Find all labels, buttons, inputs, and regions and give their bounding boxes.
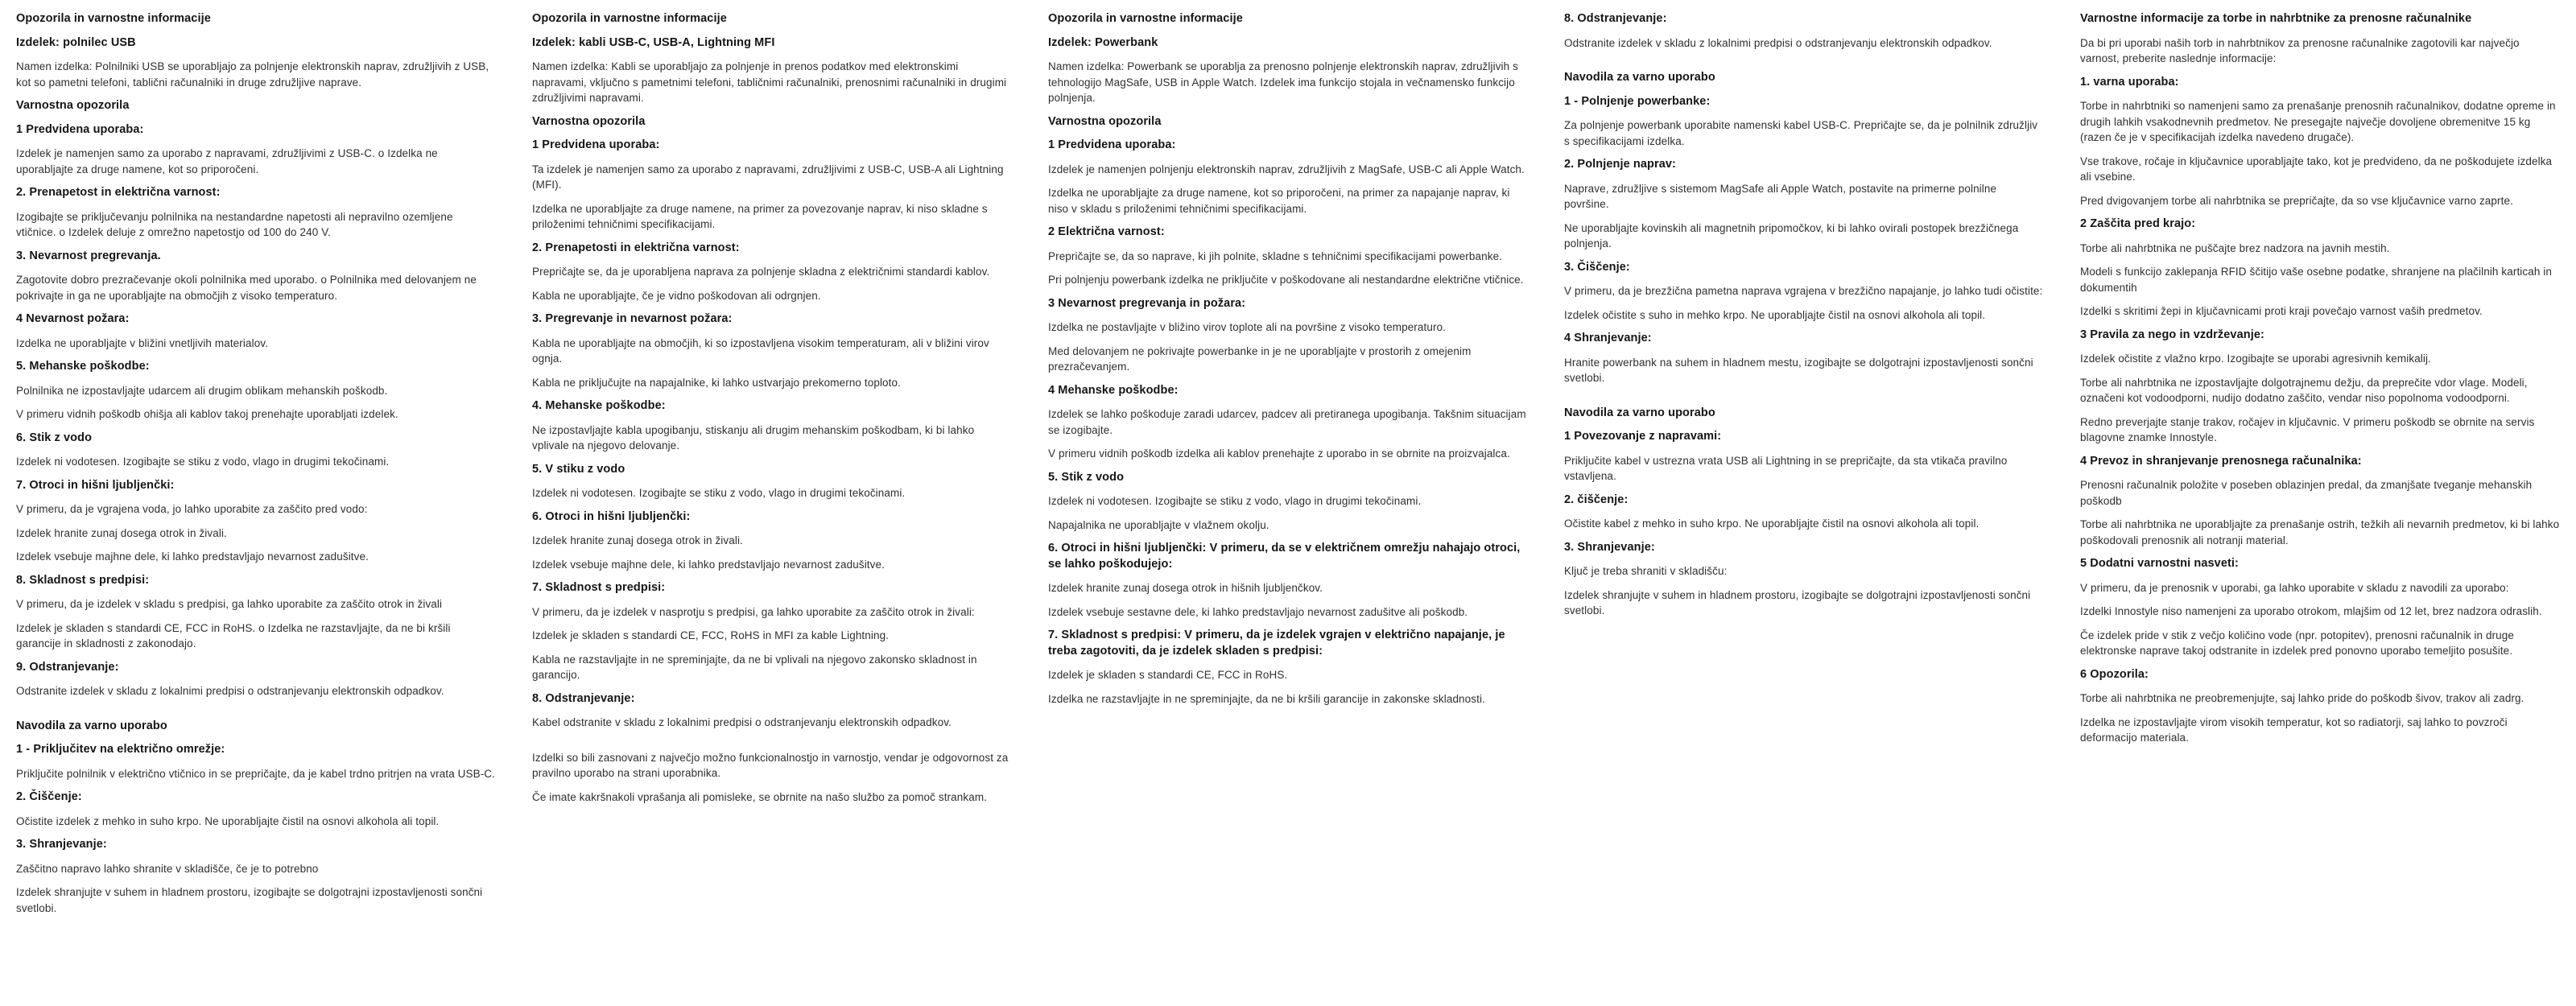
section-heading: 3. Shranjevanje: bbox=[1564, 540, 1655, 554]
section-heading: Varnostne informacije za torbe in nahrbtnike za prenosne računalnike bbox=[2080, 12, 2472, 25]
paragraph: V primeru vidnih poškodb izdelka ali kablov prenehajte z uporabo in se obrnite na proizvajalca. bbox=[1048, 447, 1510, 460]
paragraph: Ne izpostavljajte kabla upogibanju, stiskanju ali drugim mehanskim poškodbam, ki bi lahko vplivale na njegovo delovanje. bbox=[532, 423, 975, 451]
paragraph: Izdelka ne razstavljajte in ne spreminjajte, da ne bi kršili garancije in zakonske skladnosti. bbox=[1048, 692, 1485, 705]
paragraph: Če izdelek pride v stik z večjo količino vode (npr. potopitev), prenosni računalnik in druge elektronske naprave takoj odstranite in izdelek pred ponovno uporabo temeljito posušite. bbox=[2080, 629, 2514, 657]
section-heading: Opozorila in varnostne informacije bbox=[1048, 12, 1243, 25]
paragraph: Izdelek je skladen s standardi CE, FCC in RoHS. o Izdelka ne razstavljajte, da ne bi kršili garancije in skladnosti z zakonodajo. bbox=[16, 621, 451, 649]
section-heading: 2. Prenapetosti in električna varnost: bbox=[532, 241, 740, 254]
paragraph: Izdelek je skladen s standardi CE, FCC, RoHS in MFI za kable Lightning. bbox=[532, 629, 890, 641]
section-heading: 1 Predvidena uporaba: bbox=[16, 122, 144, 136]
section-heading: 9. Odstranjevanje: bbox=[16, 660, 119, 674]
paragraph: Izdelek vsebuje majhne dele, ki lahko predstavljajo nevarnost zadušitve. bbox=[16, 550, 369, 563]
paragraph: Med delovanjem ne pokrivajte powerbanke in je ne uporabljajte v prostorih z omejenim prezračevanjem. bbox=[1048, 344, 1472, 373]
paragraph: Za polnjenje powerbank uporabite namenski kabel USB-C. Prepričajte se, da je polnilnik združljiv s specifikacijami izdelka. bbox=[1564, 119, 2038, 147]
section-heading: 1 Predvidena uporaba: bbox=[532, 138, 660, 151]
column-3-powerbank-warnings bbox=[1048, 11, 1528, 1006]
paragraph: V primeru vidnih poškodb ohišja ali kablov takoj prenehajte uporabljati izdelek. bbox=[16, 408, 398, 420]
section-heading: Navodila za varno uporabo bbox=[16, 719, 167, 732]
section-heading: Navodila za varno uporabo bbox=[1564, 406, 1715, 419]
paragraph: Zaščitno napravo lahko shranite v skladišče, če je to potrebno bbox=[16, 862, 319, 875]
section-heading: 3. Čiščenje: bbox=[1564, 260, 1630, 274]
paragraph: Izdelek shranjujte v suhem in hladnem prostoru, izogibajte se dolgotrajni izpostavljenosti sončni svetlobi. bbox=[16, 886, 483, 914]
section-heading: 5. Stik z vodo bbox=[1048, 470, 1125, 484]
section-heading: 1. varna uporaba: bbox=[2080, 75, 2179, 89]
paragraph: Namen izdelka: Polnilniki USB se uporabljajo za polnjenje elektronskih naprav, združljivih z USB, kot so pametni telefoni, tablični računalniki in druge združljive naprave. bbox=[16, 60, 489, 89]
paragraph: Izdelka ne uporabljajte za druge namene, na primer za povezovanje naprav, ki niso skladne s priloženimi tehničnimi specifikacijami. bbox=[532, 202, 988, 230]
section-heading: 7. Skladnost s predpisi: V primeru, da je izdelek vgrajen v električno napajanje, je treba zagotoviti, da je izdelek skladen s predpisi: bbox=[1048, 629, 1505, 658]
section-heading: 2. čiščenje: bbox=[1564, 493, 1629, 506]
paragraph: Namen izdelka: Kabli se uporabljajo za polnjenje in prenos podatkov med elektronskimi napravami, vključno s pametnimi telefoni, tabličnimi računalniki, prenosnimi računalniki in drugimi združljivimi napravami. bbox=[532, 60, 1007, 104]
section-heading: 4 Nevarnost požara: bbox=[16, 312, 130, 325]
section-heading: 3. Pregrevanje in nevarnost požara: bbox=[532, 312, 733, 325]
paragraph: Izogibajte se priključevanju polnilnika na nestandardne napetosti ali nepravilno ozemljene vtičnice. o Izdelek deluje z omrežno napetostjo od 100 do 240 V. bbox=[16, 210, 453, 238]
paragraph: Redno preverjajte stanje trakov, ročajev in ključavnic. V primeru poškodb se obrnite na servis blagovne znamke Innostyle. bbox=[2080, 415, 2535, 443]
paragraph: Priključite polnilnik v električno vtičnico in se prepričajte, da je kabel trdno pritrjen na vrata USB-C. bbox=[16, 767, 496, 780]
paragraph: Zagotovite dobro prezračevanje okoli polnilnika med uporabo. o Polnilnika med delovanjem ne pokrivajte in ga ne uporabljajte na območjih z visoko temperaturo. bbox=[16, 274, 477, 302]
paragraph: Hranite powerbank na suhem in hladnem mestu, izogibajte se dolgotrajni izpostavljenosti sončni svetlobi. bbox=[1564, 356, 2033, 384]
paragraph: Izdelek shranjujte v suhem in hladnem prostoru, izogibajte se dolgotrajni izpostavljenosti sončni svetlobi. bbox=[1564, 588, 2031, 616]
paragraph: Torbe in nahrbtniki so namenjeni samo za prenašanje prenosnih računalnikov, dodatne opreme in drugih lahkih vsakodnevnih predmetov. Ne presegajte največje dovoljene obremenitve 15 kg (razen če je v specifikacijah izdelka navedeno drugače). bbox=[2080, 100, 2556, 143]
section-heading: 6. Stik z vodo bbox=[16, 431, 93, 444]
section-heading: 2. Polnjenje naprav: bbox=[1564, 158, 1676, 171]
paragraph: Ta izdelek je namenjen samo za uporabo z napravami, združljivimi z USB-C, USB-A ali Lightning (MFI). bbox=[532, 163, 1004, 191]
section-heading: 6 Opozorila: bbox=[2080, 667, 2149, 681]
section-heading: 5. V stiku z vodo bbox=[532, 462, 625, 476]
paragraph: Izdelek očistite s suho in mehko krpo. Ne uporabljajte čistil na osnovi alkohola ali topil. bbox=[1564, 308, 1986, 321]
section-heading: 8. Odstranjevanje: bbox=[1564, 12, 1667, 25]
section-heading: 4 Mehanske poškodbe: bbox=[1048, 383, 1179, 397]
section-heading: 3. Nevarnost pregrevanja. bbox=[16, 249, 161, 262]
section-heading: Varnostna opozorila bbox=[1048, 114, 1162, 128]
paragraph: Izdelka ne postavljajte v bližino virov toplote ali na površine z visoko temperaturo. bbox=[1048, 321, 1446, 333]
paragraph: Polnilnika ne izpostavljajte udarcem ali drugim oblikam mehanskih poškodb. bbox=[16, 384, 388, 397]
section-heading: 3. Shranjevanje: bbox=[16, 838, 107, 851]
paragraph: Pred dvigovanjem torbe ali nahrbtnika se prepričajte, da so vse ključavnice varno zaprte. bbox=[2080, 194, 2513, 207]
paragraph: Priključite kabel v ustrezna vrata USB ali Lightning in se prepričajte, da sta vtikača pravilno vstavljena. bbox=[1564, 454, 2008, 482]
paragraph: Izdelek hranite zunaj dosega otrok in hišnih ljubljenčkov. bbox=[1048, 582, 1323, 594]
paragraph: Kabla ne uporabljajte, če je vidno poškodovan ali odrgnjen. bbox=[532, 289, 821, 302]
paragraph: Vse trakove, ročaje in ključavnice uporabljajte tako, kot je predvideno, da ne poškodujete izdelka ali vsebine. bbox=[2080, 155, 2553, 183]
paragraph: V primeru, da je izdelek v skladu s predpisi, ga lahko uporabite za zaščito otrok in živali bbox=[16, 598, 443, 610]
paragraph: Napajalnika ne uporabljajte v vlažnem okolju. bbox=[1048, 518, 1269, 531]
paragraph: Izdelka ne uporabljajte v bližini vnetljivih materialov. bbox=[16, 336, 269, 349]
paragraph: Torbe ali nahrbtnika ne puščajte brez nadzora na javnih mestih. bbox=[2080, 241, 2390, 254]
paragraph: Izdelek hranite zunaj dosega otrok in živali. bbox=[16, 526, 227, 539]
paragraph: Izdelek je skladen s standardi CE, FCC in RoHS. bbox=[1048, 669, 1288, 681]
section-heading: Varnostna opozorila bbox=[532, 114, 646, 128]
section-heading: 5 Dodatni varnostni nasveti: bbox=[2080, 557, 2239, 570]
paragraph: Očistite kabel z mehko in suho krpo. Ne uporabljajte čistil na osnovi alkohola ali topil. bbox=[1564, 517, 1979, 530]
paragraph: Izdelki so bili zasnovani z največjo možno funkcionalnostjo in varnostjo, vendar je odgovornost za pravilno uporabo na strani uporabnika. bbox=[532, 751, 1009, 779]
paragraph: Prepričajte se, da je uporabljena naprava za polnjenje skladna z električnimi standardi kablov. bbox=[532, 266, 990, 278]
section-heading: 4 Prevoz in shranjevanje prenosnega računalnika: bbox=[2080, 454, 2362, 468]
section-heading: 2 Zaščita pred krajo: bbox=[2080, 217, 2196, 230]
paragraph: Torbe ali nahrbtnika ne izpostavljajte dolgotrajnemu dežju, da preprečite vdor vlage. Modeli, označeni kot vodoodporni, nudijo dodatno zaščito, vendar niso popolnoma vodoodporni. bbox=[2080, 376, 2528, 404]
section-heading: 8. Odstranjevanje: bbox=[532, 691, 635, 705]
paragraph: Izdelki s skritimi žepi in ključavnicami proti kraji povečajo varnost vaših predmetov. bbox=[2080, 305, 2483, 317]
section-heading: Opozorila in varnostne informacije bbox=[16, 12, 211, 25]
paragraph: Izdelek očistite z vlažno krpo. Izogibajte se uporabi agresivnih kemikalij. bbox=[2080, 353, 2431, 365]
section-heading: 6. Otroci in hišni ljubljenčki: V primeru, da se v električnem omrežju nahajajo otroci, se lahko poškodujejo: bbox=[1048, 542, 1521, 571]
paragraph: Izdelki Innostyle niso namenjeni za uporabo otrokom, mlajšim od 12 let, brez nadzora odraslih. bbox=[2080, 605, 2542, 617]
section-heading: 6. Otroci in hišni ljubljenčki: bbox=[532, 509, 691, 523]
paragraph: Izdelek je namenjen polnjenju elektronskih naprav, združljivih z MagSafe, USB-C ali Apple Watch. bbox=[1048, 163, 1525, 175]
paragraph: V primeru, da je vgrajena voda, jo lahko uporabite za zaščito pred vodo: bbox=[16, 503, 368, 515]
paragraph: V primeru, da je brezžična pametna naprava vgrajena v brezžično napajanje, jo lahko tudi očistite: bbox=[1564, 285, 2043, 297]
column-2-cables-warnings bbox=[532, 11, 1012, 1006]
paragraph: V primeru, da je izdelek v nasprotju s predpisi, ga lahko uporabite za zaščito otrok in živali: bbox=[532, 605, 975, 618]
section-heading: 4 Shranjevanje: bbox=[1564, 332, 1652, 344]
section-heading: 3 Nevarnost pregrevanja in požara: bbox=[1048, 296, 1246, 310]
section-heading: 8. Skladnost s predpisi: bbox=[16, 573, 150, 587]
section-heading: 1 Predvidena uporaba: bbox=[1048, 138, 1176, 151]
paragraph: Prepričajte se, da so naprave, ki jih polnite, skladne s tehničnimi specifikacijami powerbanke. bbox=[1048, 249, 1503, 262]
section-heading: Izdelek: Powerbank bbox=[1048, 35, 1158, 49]
column-4-powerbank-cables-usage bbox=[1564, 11, 2044, 1006]
paragraph: Izdelka ne izpostavljajte virom visokih temperatur, kot so radiatorji, saj lahko to povzroči deformacijo materiala. bbox=[2080, 715, 2508, 744]
section-heading: 1 Povezovanje z napravami: bbox=[1564, 430, 1722, 443]
paragraph: Izdelek je namenjen samo za uporabo z napravami, združljivimi z USB-C. o Izdelka ne uporabljajte za druge namene, kot so priporočeni. bbox=[16, 147, 438, 175]
paragraph: Ne uporabljajte kovinskih ali magnetnih pripomočkov, ki bi lahko ovirali postopek brezžičnega polnjenja. bbox=[1564, 221, 2019, 249]
paragraph: Torbe ali nahrbtnika ne preobremenjujte, saj lahko pride do poškodb šivov, trakov ali zadrg. bbox=[2080, 692, 2524, 704]
section-heading: 7. Otroci in hišni ljubljenčki: bbox=[16, 478, 175, 492]
paragraph: Izdelek vsebuje majhne dele, ki lahko predstavljajo nevarnost zadušitve. bbox=[532, 558, 885, 571]
column-5-laptop-bags-safety bbox=[2080, 11, 2560, 1006]
paragraph: Izdelek hranite zunaj dosega otrok in živali. bbox=[532, 534, 743, 546]
column-1-usb-charger-warnings bbox=[16, 11, 496, 1006]
section-heading: 1 - Polnjenje powerbanke: bbox=[1564, 94, 1711, 108]
paragraph: Pri polnjenju powerbank izdelka ne priključite v poškodovane ali nestandardne električne vtičnice. bbox=[1048, 274, 1524, 286]
paragraph: Namen izdelka: Powerbank se uporablja za prenosno polnjenje elektronskih naprav, združljivih s tehnologijo MagSafe, USB in Apple Watch. Izdelek ima funkcijo stojala in večnamensko funkcijo polnjenja. bbox=[1048, 60, 1518, 104]
section-heading: 2 Električna varnost: bbox=[1048, 225, 1165, 238]
section-heading: Izdelek: kabli USB-C, USB-A, Lightning MFI bbox=[532, 35, 775, 49]
section-heading: Izdelek: polnilec USB bbox=[16, 35, 136, 49]
section-heading: 2. Čiščenje: bbox=[16, 790, 82, 803]
paragraph: Da bi pri uporabi naših torb in nahrbtnikov za prenosne računalnike zagotovili kar največjo varnost, preberite naslednje informacije: bbox=[2080, 36, 2520, 64]
paragraph: Odstranite izdelek v skladu z lokalnimi predpisi o odstranjevanju elektronskih odpadkov. bbox=[1564, 36, 1992, 49]
paragraph: Torbe ali nahrbtnika ne uporabljajte za prenašanje ostrih, težkih ali nevarnih predmetov, ki bi lahko poškodovali prenosnik ali notranji material. bbox=[2080, 518, 2560, 546]
paragraph: V primeru, da je prenosnik v uporabi, ga lahko uporabite v skladu z navodili za uporabo: bbox=[2080, 581, 2509, 594]
paragraph: Kabla ne uporabljajte na območjih, ki so izpostavljena visokim temperaturam, ali v bližini virov ognja. bbox=[532, 336, 989, 365]
paragraph: Odstranite izdelek v skladu z lokalnimi predpisi o odstranjevanju elektronskih odpadkov. bbox=[16, 685, 444, 697]
paragraph: Ključ je treba shraniti v skladišču: bbox=[1564, 565, 1728, 577]
section-heading: 2. Prenapetost in električna varnost: bbox=[16, 186, 221, 199]
paragraph: Če imate kakršnakoli vprašanja ali pomisleke, se obrnite na našo službo za pomoč strankam. bbox=[532, 790, 988, 803]
section-heading: Varnostna opozorila bbox=[16, 99, 130, 112]
paragraph: Izdelek ni vodotesen. Izogibajte se stiku z vodo, vlago in drugimi tekočinami. bbox=[1048, 495, 1422, 507]
paragraph: Kabla ne priključujte na napajalnike, ki lahko ustvarjajo prekomerno toploto. bbox=[532, 376, 901, 389]
paragraph: Prenosni računalnik položite v poseben oblazinjen predal, da zmanjšate tveganje mehanskih poškodb bbox=[2080, 479, 2533, 507]
paragraph: Naprave, združljive s sistemom MagSafe ali Apple Watch, postavite na primerne polnilne površine. bbox=[1564, 182, 1997, 210]
paragraph: Modeli s funkcijo zaklepanja RFID ščitijo vaše osebne podatke, shranjene na plačilnih karticah in dokumentih bbox=[2080, 266, 2553, 294]
paragraph: Izdelek ni vodotesen. Izogibajte se stiku z vodo, vlago in drugimi tekočinami. bbox=[532, 487, 906, 499]
paragraph: Kabla ne razstavljajte in ne spreminjajte, da ne bi vplivali na njegovo zakonsko skladnost in garancijo. bbox=[532, 653, 977, 681]
section-heading: 4. Mehanske poškodbe: bbox=[532, 399, 666, 412]
section-heading: Opozorila in varnostne informacije bbox=[532, 12, 727, 25]
section-heading: Navodila za varno uporabo bbox=[1564, 71, 1715, 84]
paragraph: Izdelek vsebuje sestavne dele, ki lahko predstavljajo nevarnost zadušitve ali poškodb. bbox=[1048, 605, 1468, 618]
section-heading: 3 Pravila za nego in vzdrževanje: bbox=[2080, 328, 2264, 341]
paragraph: Izdelka ne uporabljajte za druge namene, kot so priporočeni, na primer za napajanje naprav, ki niso v skladu s priloženimi tehničnimi specifikacijami. bbox=[1048, 187, 1510, 215]
paragraph: Izdelek se lahko poškoduje zaradi udarcev, padcev ali pretiranega upogibanja. Takšnim situacijam se izogibajte. bbox=[1048, 408, 1526, 436]
section-heading: 5. Mehanske poškodbe: bbox=[16, 360, 150, 373]
section-heading: 7. Skladnost s predpisi: bbox=[532, 581, 666, 594]
paragraph: Očistite izdelek z mehko in suho krpo. Ne uporabljajte čistil na osnovi alkohola ali topil. bbox=[16, 814, 440, 827]
paragraph: Izdelek ni vodotesen. Izogibajte se stiku z vodo, vlago in drugimi tekočinami. bbox=[16, 456, 390, 468]
paragraph: Kabel odstranite v skladu z lokalnimi predpisi o odstranjevanju elektronskih odpadkov. bbox=[532, 716, 952, 728]
section-heading: 1 - Priključitev na električno omrežje: bbox=[16, 743, 225, 756]
